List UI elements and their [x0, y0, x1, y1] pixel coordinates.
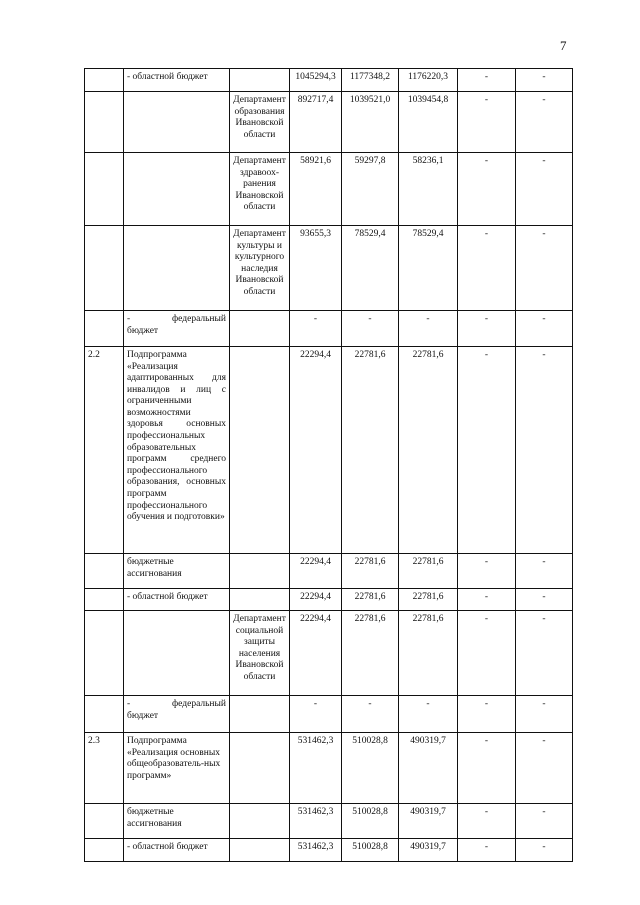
value-cell: 22781,6 [342, 347, 399, 554]
value-cell: - [516, 554, 573, 589]
value-cell: - [458, 589, 516, 611]
value-cell: 22781,6 [342, 611, 399, 696]
budget-label: бюджет [127, 710, 159, 721]
value-cell: - [342, 311, 399, 347]
value-cell: 490319,7 [399, 804, 458, 839]
row-name [124, 153, 230, 226]
row-executor [230, 696, 290, 733]
row-number [85, 311, 124, 347]
value-cell: 22781,6 [399, 589, 458, 611]
value-cell: - [458, 839, 516, 862]
row-name: - областной бюджет [124, 839, 230, 862]
value-cell: - [516, 69, 573, 92]
value-cell: 490319,7 [399, 733, 458, 804]
value-cell: 531462,3 [290, 733, 342, 804]
table-row [85, 804, 573, 839]
federal-label: федеральный [172, 314, 226, 324]
value-cell: 22294,4 [290, 611, 342, 696]
row-number [85, 804, 124, 839]
row-executor [230, 69, 290, 92]
row-executor [230, 311, 290, 347]
value-cell: - [516, 839, 573, 862]
value-cell: - [458, 69, 516, 92]
value-cell: - [516, 589, 573, 611]
table-row [85, 611, 573, 696]
value-cell: 22781,6 [399, 554, 458, 589]
value-cell: - [516, 153, 573, 226]
value-cell: 1176220,3 [399, 69, 458, 92]
value-cell: 531462,3 [290, 804, 342, 839]
value-cell: - [290, 696, 342, 733]
value-cell: - [516, 311, 573, 347]
table-row [85, 226, 573, 311]
value-cell: 1039521,0 [342, 92, 399, 153]
row-name: бюджетные ассигнования [124, 554, 230, 589]
value-cell: 22781,6 [399, 611, 458, 696]
value-cell: - [399, 696, 458, 733]
row-executor [230, 733, 290, 804]
value-cell: 22294,4 [290, 554, 342, 589]
budget-label: бюджет [127, 325, 159, 336]
row-number [85, 839, 124, 862]
value-cell: 1177348,2 [342, 69, 399, 92]
value-cell: 78529,4 [342, 226, 399, 311]
value-cell: - [458, 696, 516, 733]
dash-mark: - [127, 699, 131, 709]
value-cell: - [458, 226, 516, 311]
row-name [124, 226, 230, 311]
value-cell: - [458, 92, 516, 153]
row-name [124, 92, 230, 153]
table-row [85, 153, 573, 226]
value-cell: - [516, 611, 573, 696]
value-cell: - [516, 696, 573, 733]
row-name [124, 311, 230, 347]
row-name: - областной бюджет [124, 589, 230, 611]
row-executor: Департамент образования Ивановской области [230, 92, 290, 153]
table-row [85, 347, 573, 554]
value-cell: - [516, 804, 573, 839]
value-cell: 58921,6 [290, 153, 342, 226]
value-cell: 531462,3 [290, 839, 342, 862]
page-number: 7 [560, 38, 567, 53]
value-cell: - [458, 733, 516, 804]
value-cell: 510028,8 [342, 733, 399, 804]
table-row [85, 733, 573, 804]
table-row [85, 69, 573, 92]
value-cell: - [458, 347, 516, 554]
value-cell: 93655,3 [290, 226, 342, 311]
value-cell: - [516, 92, 573, 153]
row-number [85, 69, 124, 92]
table-row [85, 839, 573, 862]
row-number [85, 226, 124, 311]
value-cell: - [516, 226, 573, 311]
table-row [85, 311, 573, 347]
row-name: Подпрограмма «Реализация адаптированных для инвалидов и лиц с ограниченными возможностями здоровья основных профессиональных образовательных программ среднего профессионального образования, основных программ профессионального обучения и подготовки» [124, 347, 230, 554]
row-name [124, 696, 230, 733]
table-row [85, 589, 573, 611]
value-cell: - [342, 696, 399, 733]
value-cell: 78529,4 [399, 226, 458, 311]
value-cell: - [458, 311, 516, 347]
row-name: - областной бюджет [124, 69, 230, 92]
value-cell: 490319,7 [399, 839, 458, 862]
row-name [124, 611, 230, 696]
value-cell: 22781,6 [399, 347, 458, 554]
value-cell: 59297,8 [342, 153, 399, 226]
row-number [85, 153, 124, 226]
row-name: бюджетные ассигнования [124, 804, 230, 839]
row-executor [230, 839, 290, 862]
value-cell: 22294,4 [290, 589, 342, 611]
row-number [85, 696, 124, 733]
budget-table [84, 68, 573, 862]
value-cell: - [458, 804, 516, 839]
value-cell: - [399, 311, 458, 347]
dash-mark: - [127, 314, 131, 324]
table-row [85, 554, 573, 589]
value-cell: - [516, 347, 573, 554]
federal-label: федеральный [172, 699, 226, 709]
value-cell: - [458, 611, 516, 696]
row-name: Подпрограмма «Реализация основных общеобразователь-ных программ» [124, 733, 230, 804]
row-executor [230, 804, 290, 839]
table-row [85, 696, 573, 733]
row-number [85, 611, 124, 696]
value-cell: - [458, 153, 516, 226]
row-number [85, 589, 124, 611]
value-cell: 58236,1 [399, 153, 458, 226]
row-executor: Департамент социальной защиты населения Ивановской области [230, 611, 290, 696]
row-number: 2.3 [85, 733, 124, 804]
value-cell: 22781,6 [342, 554, 399, 589]
row-executor [230, 554, 290, 589]
row-number: 2.2 [85, 347, 124, 554]
table-row [85, 92, 573, 153]
row-executor [230, 589, 290, 611]
row-executor: Департамент здравоох-ранения Ивановской области [230, 153, 290, 226]
value-cell: - [516, 733, 573, 804]
value-cell: 1045294,3 [290, 69, 342, 92]
value-cell: 1039454,8 [399, 92, 458, 153]
value-cell: 22781,6 [342, 589, 399, 611]
value-cell: 510028,8 [342, 804, 399, 839]
value-cell: 892717,4 [290, 92, 342, 153]
value-cell: - [458, 554, 516, 589]
row-number [85, 92, 124, 153]
row-executor [230, 347, 290, 554]
value-cell: 22294,4 [290, 347, 342, 554]
row-number [85, 554, 124, 589]
value-cell: - [290, 311, 342, 347]
value-cell: 510028,8 [342, 839, 399, 862]
row-executor: Департамент культуры и культурного наследия Ивановской области [230, 226, 290, 311]
